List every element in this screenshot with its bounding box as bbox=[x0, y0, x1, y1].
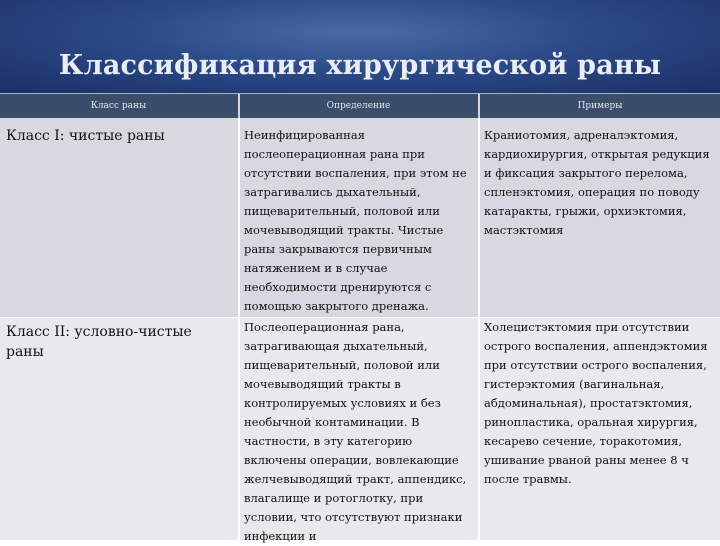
column-divider bbox=[238, 118, 240, 540]
row-definition-cell: Неинфицированная послеоперационная рана при отсутствии воспаления, при этом не затрагивались дыхательный, пищеварительный, половой или мочевыводящий тракты. Чистые раны закрываются первичным натяжением и в случае необходимости дренируются с помощью закрытого дренажа. bbox=[244, 128, 467, 313]
row-definition-cell: Послеоперационная рана, затрагивающая дыхательный, пищеварительный, половой или мочевыводящий тракты в контролируемых условиях и без необычной контаминации. В частности, в эту категорию включены операции, вовлекающие желчевыводящий тракт, аппендикс, влагалище и ротоглотку, при условии, что отсутствуют признаки инфекции и bbox=[244, 320, 467, 543]
table-row bbox=[0, 318, 720, 543]
slide-title: Классификация хирургической раны bbox=[58, 50, 662, 81]
row-examples-cell: Краниотомия, адреналэктомия, кардиохирургия, открытая редукция и фиксация закрытого перелома, спленэктомия, операция по поводу катаракты, грыжи, орхиэктомия, мастэктомия bbox=[484, 128, 710, 237]
row-class-cell: Класс I: чистые раны bbox=[6, 128, 165, 144]
title-banner bbox=[0, 0, 720, 93]
row-examples-cell: Холецистэктомия при отсутствии острого воспаления, аппендэктомия при отсутствии острого воспаления, гистерэктомия (вагинальная, абдоминальная), простатэктомия, ринопластика, оральная хирургия, кесарево сечение, торакотомия, ушивание рваной раны менее 8 ч после травмы. bbox=[484, 320, 708, 486]
table-row bbox=[0, 118, 720, 318]
column-divider bbox=[478, 118, 480, 540]
table-header bbox=[0, 93, 720, 119]
header-examples: Примеры bbox=[577, 101, 623, 111]
row-class-cell: Класс II: условно-чистые раны bbox=[6, 324, 192, 360]
header-class: Класс раны bbox=[90, 101, 147, 111]
row-divider bbox=[0, 317, 720, 318]
header-definition: Определение bbox=[326, 101, 391, 111]
